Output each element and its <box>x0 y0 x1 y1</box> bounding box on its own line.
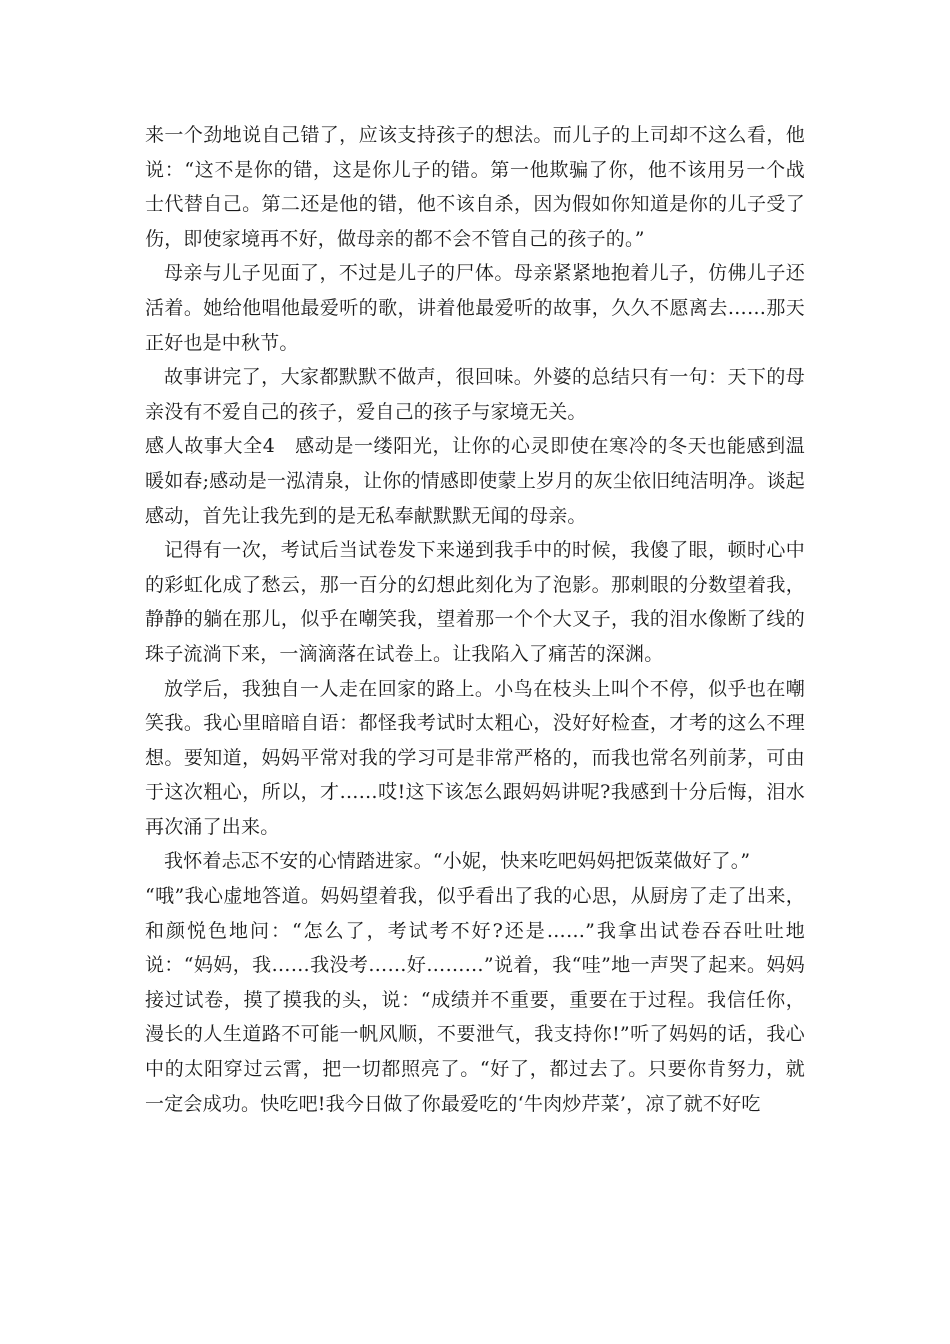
paragraph-8: “哦”我心虚地答道。妈妈望着我，似乎看出了我的心思，从厨房了走了出来，和颜悦色地问：“怎么了，考试考不好?还是……”我拿出试卷吞吞吐吐地说：“妈妈，我……我没考……好………”说着，我“哇”地一声哭了起来。妈妈接过试卷，摸了摸我的头，说：“成绩并不重要，重要在于过程。我信任你，漫长的人生道路不可能一帆风顺，不要泄气，我支持你!”听了妈妈的话，我心中的太阳穿过云霄，把一切都照亮了。“好了，都过去了。只要你肯努力，就一定会成功。快吃吧!我今日做了你最爱吃的‘牛肉炒芹菜’，凉了就不好吃 <box>145 885 805 1115</box>
paragraph-4-story-heading: 感人故事大全4 感动是一缕阳光，让你的心灵即使在寒冷的冬天也能感到温暖如春;感动是一泓清泉，让你的情感即使蒙上岁月的灰尘依旧纯洁明净。谈起感动，首先让我先到的是无私奉献默默无闻的母亲。 <box>145 435 805 527</box>
paragraph-6: 放学后，我独自一人走在回家的路上。小鸟在枝头上叫个不停，似乎也在嘲笑我。我心里暗暗自语：都怪我考试时太粗心，没好好检查，才考的这么不理想。要知道，妈妈平常对我的学习可是非常严格的，而我也常名列前茅，可由于这次粗心，所以，才……哎!这下该怎么跟妈妈讲呢?我感到十分后悔，泪水再次涌了出来。 <box>145 677 805 838</box>
paragraph-2: 母亲与儿子见面了，不过是儿子的尸体。母亲紧紧地抱着儿子，仿佛儿子还活着。她给他唱他最爱听的歌，讲着他最爱听的故事，久久不愿离去……那天正好也是中秋节。 <box>145 262 805 354</box>
paragraph-3: 故事讲完了，大家都默默不做声，很回味。外婆的总结只有一句：天下的母亲没有不爱自己的孩子，爱自己的孩子与家境无关。 <box>145 366 805 423</box>
paragraph-7: 我怀着忐忑不安的心情踏进家。“小妮，快来吃吧妈妈把饭菜做好了。” <box>164 850 751 873</box>
paragraph-5: 记得有一次，考试后当试卷发下来递到我手中的时候，我傻了眼，顿时心中的彩虹化成了愁云，那一百分的幻想此刻化为了泡影。那刺眼的分数望着我，静静的躺在那儿，似乎在嘲笑我，望着那一个个大叉子，我的泪水像断了线的珠子流淌下来，一滴滴落在试卷上。让我陷入了痛苦的深渊。 <box>145 539 805 665</box>
document-body <box>145 118 805 1121</box>
paragraph-1: 来一个劲地说自己错了，应该支持孩子的想法。而儿子的上司却不这么看，他说：“这不是你的错，这是你儿子的错。第一他欺骗了你，他不该用另一个战士代替自己。第二还是他的错，他不该自杀，因为假如你知道是你的儿子受了伤，即使家境再不好，做母亲的都不会不管自己的孩子的。” <box>145 124 805 250</box>
